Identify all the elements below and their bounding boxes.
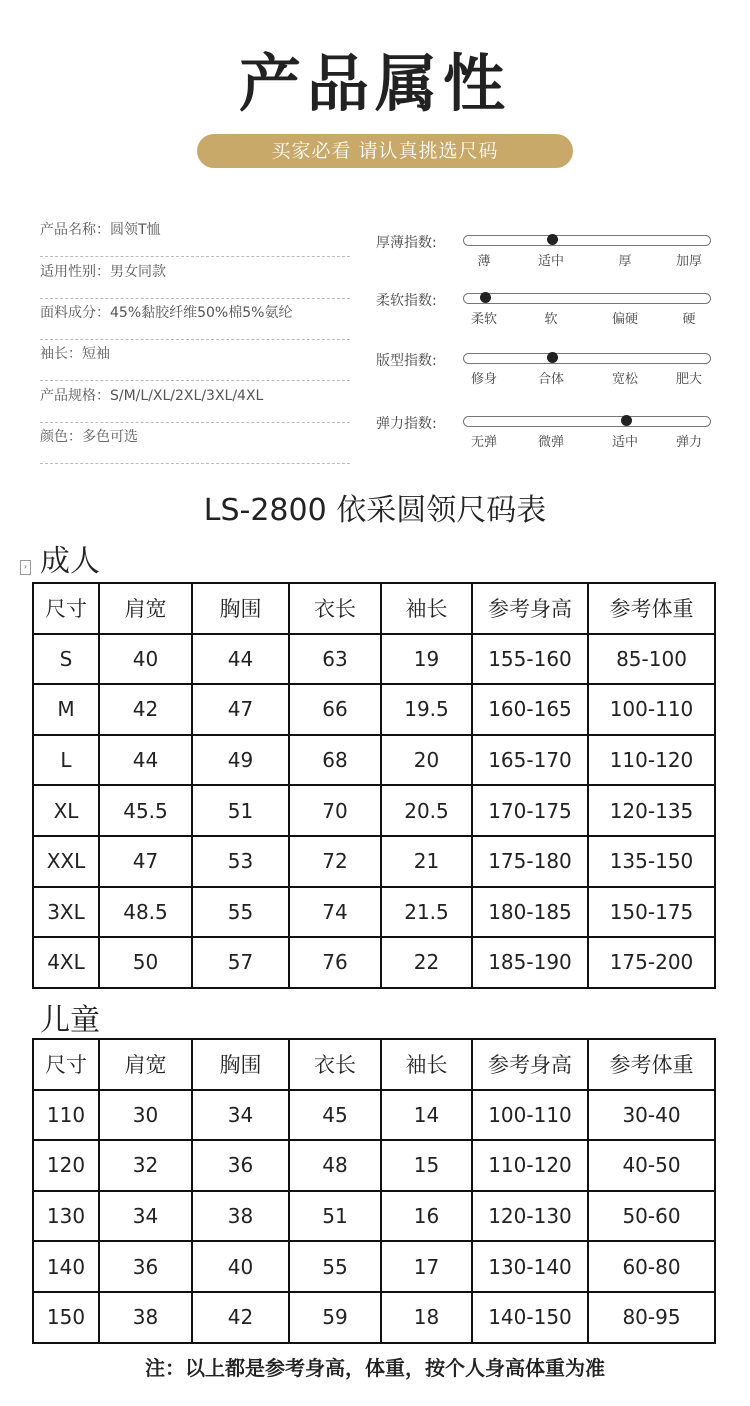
table-cell: 140-150 xyxy=(472,1292,588,1343)
attr-gender: 适用性别：男女同款 xyxy=(40,262,350,299)
table-row xyxy=(33,887,715,938)
table-row xyxy=(33,1292,715,1343)
table-header-row xyxy=(33,583,715,634)
index-tick: 薄 xyxy=(477,254,491,269)
table-cell: 51 xyxy=(192,785,289,836)
index-tick: 弹力 xyxy=(675,435,702,450)
index-tick: 偏硬 xyxy=(611,312,638,327)
table-header-cell: 参考身高 xyxy=(472,583,588,634)
table-cell: 74 xyxy=(289,887,381,938)
table-cell: L xyxy=(33,735,99,786)
index-label: 弹力指数: xyxy=(376,416,437,432)
table-cell: 60-80 xyxy=(588,1241,715,1292)
index-tick: 合体 xyxy=(537,372,564,387)
index-track xyxy=(463,353,711,364)
page-title: 产品属性 xyxy=(238,47,511,120)
attr-sleeve: 袖长：短袖 xyxy=(40,344,350,381)
table-cell: 30-40 xyxy=(588,1090,715,1141)
table-header-cell: 参考体重 xyxy=(588,583,715,634)
table-cell: 44 xyxy=(192,634,289,685)
table-cell: 4XL xyxy=(33,937,99,988)
table-cell: 55 xyxy=(192,887,289,938)
index-label: 柔软指数: xyxy=(376,293,437,309)
section-adult: 成人 xyxy=(40,544,100,579)
table-cell: 170-175 xyxy=(472,785,588,836)
table-cell: 22 xyxy=(381,937,472,988)
table-cell: 120 xyxy=(33,1140,99,1191)
index-tick: 柔软 xyxy=(470,312,497,327)
table-cell: 59 xyxy=(289,1292,381,1343)
table-cell: 53 xyxy=(192,836,289,887)
table-cell: 34 xyxy=(99,1191,192,1242)
table-cell: 36 xyxy=(99,1241,192,1292)
table-cell: 18 xyxy=(381,1292,472,1343)
table-row xyxy=(33,937,715,988)
table-cell: 100-110 xyxy=(472,1090,588,1141)
table-row xyxy=(33,735,715,786)
table-row xyxy=(33,836,715,887)
table-cell: 72 xyxy=(289,836,381,887)
table-row xyxy=(33,634,715,685)
table-row xyxy=(33,1140,715,1191)
table-cell: 20 xyxy=(381,735,472,786)
table-cell: 44 xyxy=(99,735,192,786)
table-cell: 15 xyxy=(381,1140,472,1191)
index-tick: 软 xyxy=(544,312,558,327)
table-cell: 110-120 xyxy=(472,1140,588,1191)
index-marker xyxy=(547,234,558,245)
table-cell: XXL xyxy=(33,836,99,887)
table-cell: XL xyxy=(33,785,99,836)
size-chart-title: LS-2800 依采圆领尺码表 xyxy=(203,493,547,528)
table-header-cell: 衣长 xyxy=(289,1039,381,1090)
index-track xyxy=(463,235,711,246)
table-cell: 50 xyxy=(99,937,192,988)
table-cell: 47 xyxy=(192,684,289,735)
index-track xyxy=(463,293,711,304)
index-tick: 硬 xyxy=(682,312,696,327)
table-cell: 110-120 xyxy=(588,735,715,786)
table-cell: 76 xyxy=(289,937,381,988)
table-cell: 45 xyxy=(289,1090,381,1141)
table-cell: 66 xyxy=(289,684,381,735)
index-marker xyxy=(480,292,491,303)
table-row xyxy=(33,684,715,735)
index-tick: 肥大 xyxy=(675,372,702,387)
table-cell: 150-175 xyxy=(588,887,715,938)
table-cell: 55 xyxy=(289,1241,381,1292)
table-cell: 38 xyxy=(99,1292,192,1343)
index-marker xyxy=(621,415,632,426)
table-cell: 49 xyxy=(192,735,289,786)
index-tick: 适中 xyxy=(611,435,638,450)
table-cell: 21 xyxy=(381,836,472,887)
table-cell: 51 xyxy=(289,1191,381,1242)
attr-color: 颜色：多色可选 xyxy=(40,427,350,464)
table-cell: 3XL xyxy=(33,887,99,938)
table-cell: 36 xyxy=(192,1140,289,1191)
table-cell: 40-50 xyxy=(588,1140,715,1191)
expand-arrow-icon: › xyxy=(20,560,31,575)
table-cell: 42 xyxy=(192,1292,289,1343)
table-header-cell: 衣长 xyxy=(289,583,381,634)
section-child: 儿童 xyxy=(40,1003,100,1038)
table-cell: 48 xyxy=(289,1140,381,1191)
attr-fabric: 面料成分：45%黏胶纤维50%棉5%氨纶 xyxy=(40,303,350,340)
table-cell: 110 xyxy=(33,1090,99,1141)
table-header-cell: 肩宽 xyxy=(99,583,192,634)
table-cell: 20.5 xyxy=(381,785,472,836)
index-tick: 加厚 xyxy=(675,254,702,269)
table-cell: 68 xyxy=(289,735,381,786)
table-header-cell: 尺寸 xyxy=(33,583,99,634)
index-tick: 无弹 xyxy=(470,435,497,450)
table-cell: 175-180 xyxy=(472,836,588,887)
table-cell: 19 xyxy=(381,634,472,685)
table-header-cell: 袖长 xyxy=(381,583,472,634)
table-cell: 40 xyxy=(192,1241,289,1292)
index-tick: 修身 xyxy=(470,372,497,387)
table-header-row xyxy=(33,1039,715,1090)
table-header-cell: 参考身高 xyxy=(472,1039,588,1090)
index-tick: 宽松 xyxy=(611,372,638,387)
footnote: 注：以上都是参考身高，体重，按个人身高体重为准 xyxy=(145,1356,605,1380)
table-cell: 57 xyxy=(192,937,289,988)
table-cell: 165-170 xyxy=(472,735,588,786)
table-cell: 70 xyxy=(289,785,381,836)
table-cell: 185-190 xyxy=(472,937,588,988)
table-cell: 38 xyxy=(192,1191,289,1242)
table-cell: 120-135 xyxy=(588,785,715,836)
table-cell: 130 xyxy=(33,1191,99,1242)
table-cell: 48.5 xyxy=(99,887,192,938)
table-cell: M xyxy=(33,684,99,735)
table-cell: S xyxy=(33,634,99,685)
table-row xyxy=(33,1241,715,1292)
table-cell: 17 xyxy=(381,1241,472,1292)
table-cell: 150 xyxy=(33,1292,99,1343)
adult-size-table xyxy=(32,582,716,989)
table-cell: 30 xyxy=(99,1090,192,1141)
table-cell: 21.5 xyxy=(381,887,472,938)
index-tick: 适中 xyxy=(537,254,564,269)
index-tick: 厚 xyxy=(618,254,632,269)
table-header-cell: 尺寸 xyxy=(33,1039,99,1090)
table-cell: 80-95 xyxy=(588,1292,715,1343)
notice-banner: 买家必看 请认真挑选尺码 xyxy=(197,134,573,168)
table-cell: 42 xyxy=(99,684,192,735)
table-cell: 45.5 xyxy=(99,785,192,836)
table-cell: 175-200 xyxy=(588,937,715,988)
table-cell: 85-100 xyxy=(588,634,715,685)
table-cell: 120-130 xyxy=(472,1191,588,1242)
table-header-cell: 参考体重 xyxy=(588,1039,715,1090)
table-cell: 32 xyxy=(99,1140,192,1191)
table-header-cell: 胸围 xyxy=(192,1039,289,1090)
table-cell: 47 xyxy=(99,836,192,887)
index-label: 厚薄指数: xyxy=(376,235,437,251)
table-cell: 180-185 xyxy=(472,887,588,938)
index-label: 版型指数: xyxy=(376,353,437,369)
table-header-cell: 肩宽 xyxy=(99,1039,192,1090)
table-cell: 19.5 xyxy=(381,684,472,735)
table-cell: 34 xyxy=(192,1090,289,1141)
table-header-cell: 袖长 xyxy=(381,1039,472,1090)
table-cell: 155-160 xyxy=(472,634,588,685)
index-marker xyxy=(547,352,558,363)
table-cell: 160-165 xyxy=(472,684,588,735)
index-tick: 微弹 xyxy=(537,435,564,450)
table-header-cell: 胸围 xyxy=(192,583,289,634)
child-size-table xyxy=(32,1038,716,1344)
table-cell: 14 xyxy=(381,1090,472,1141)
attr-sizes: 产品规格：S/M/L/XL/2XL/3XL/4XL xyxy=(40,386,350,423)
table-row xyxy=(33,1191,715,1242)
table-row xyxy=(33,1090,715,1141)
table-cell: 140 xyxy=(33,1241,99,1292)
table-cell: 130-140 xyxy=(472,1241,588,1292)
table-cell: 50-60 xyxy=(588,1191,715,1242)
table-cell: 100-110 xyxy=(588,684,715,735)
table-row xyxy=(33,785,715,836)
table-cell: 63 xyxy=(289,634,381,685)
table-cell: 16 xyxy=(381,1191,472,1242)
index-track xyxy=(463,416,711,427)
table-cell: 40 xyxy=(99,634,192,685)
attr-product-name: 产品名称：圆领T恤 xyxy=(40,220,350,257)
table-cell: 135-150 xyxy=(588,836,715,887)
